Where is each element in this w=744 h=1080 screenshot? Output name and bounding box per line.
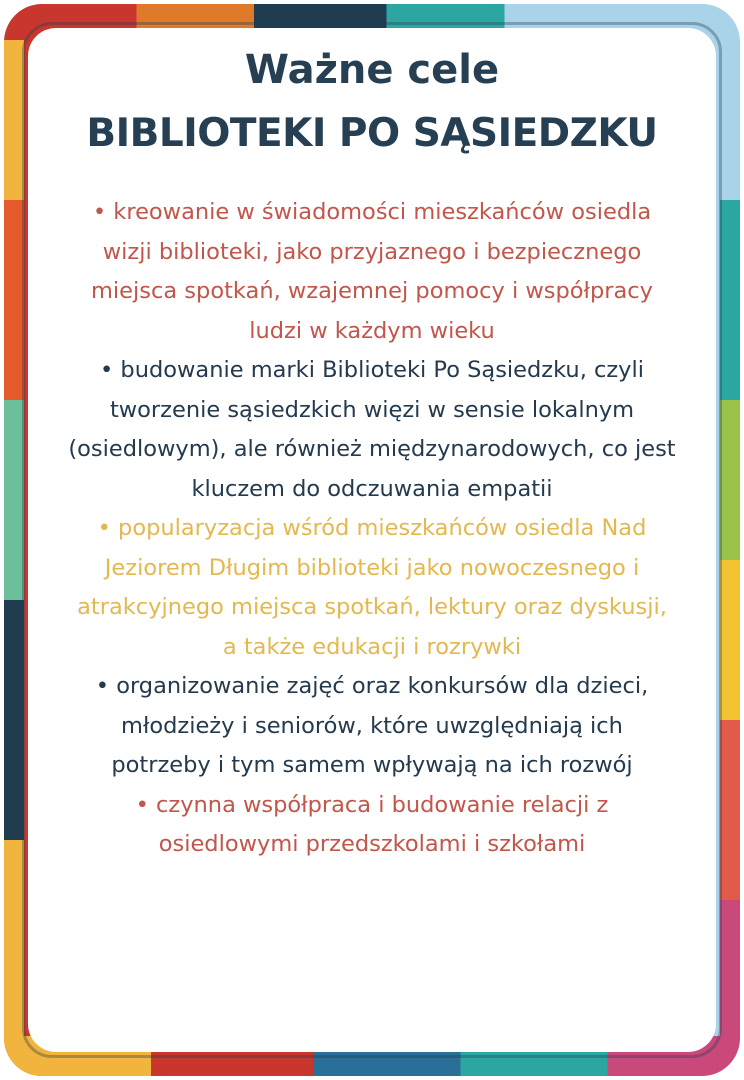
frame-left-stripes xyxy=(4,40,24,1040)
goal-item: • kreowanie w świadomości mieszkańców osiedla wizji biblioteki, jako przyjaznego i bezpiecznego miejsca spotkań, wzajemnej pomocy i współpracy ludzi w każdym wieku xyxy=(91,199,653,344)
poster-title: Ważne cele xyxy=(244,47,500,93)
goal-item: • popularyzacja wśród mieszkańców osiedla Nad Jeziorem Długim biblioteki jako nowoczesnego i atrakcyjnego miejsca spotkań, lektury oraz dyskusji, a także edukacji i rozrywki xyxy=(77,515,667,660)
frame-right-stripes xyxy=(720,40,740,1040)
poster-card xyxy=(28,28,716,1052)
poster-subtitle: BIBLIOTEKI PO SĄSIEDZKU xyxy=(86,111,658,156)
goal-item: • budowanie marki Biblioteki Po Sąsiedzku, czyli tworzenie sąsiedzkich więzi w sensie lokalnym (osiedlowym), ale również międzynarodowych, co jest kluczem do odczuwania empatii xyxy=(68,357,676,502)
goal-item: • czynna współpraca i budowanie relacji z osiedlowymi przedszkolami i szkołami xyxy=(135,791,609,857)
goals-list xyxy=(68,193,676,865)
goal-item: • organizowanie zajęć oraz konkursów dla dzieci, młodzieży i seniorów, które uwzględniają ich potrzeby i tym samem wpływają na ich rozwój xyxy=(95,673,649,778)
